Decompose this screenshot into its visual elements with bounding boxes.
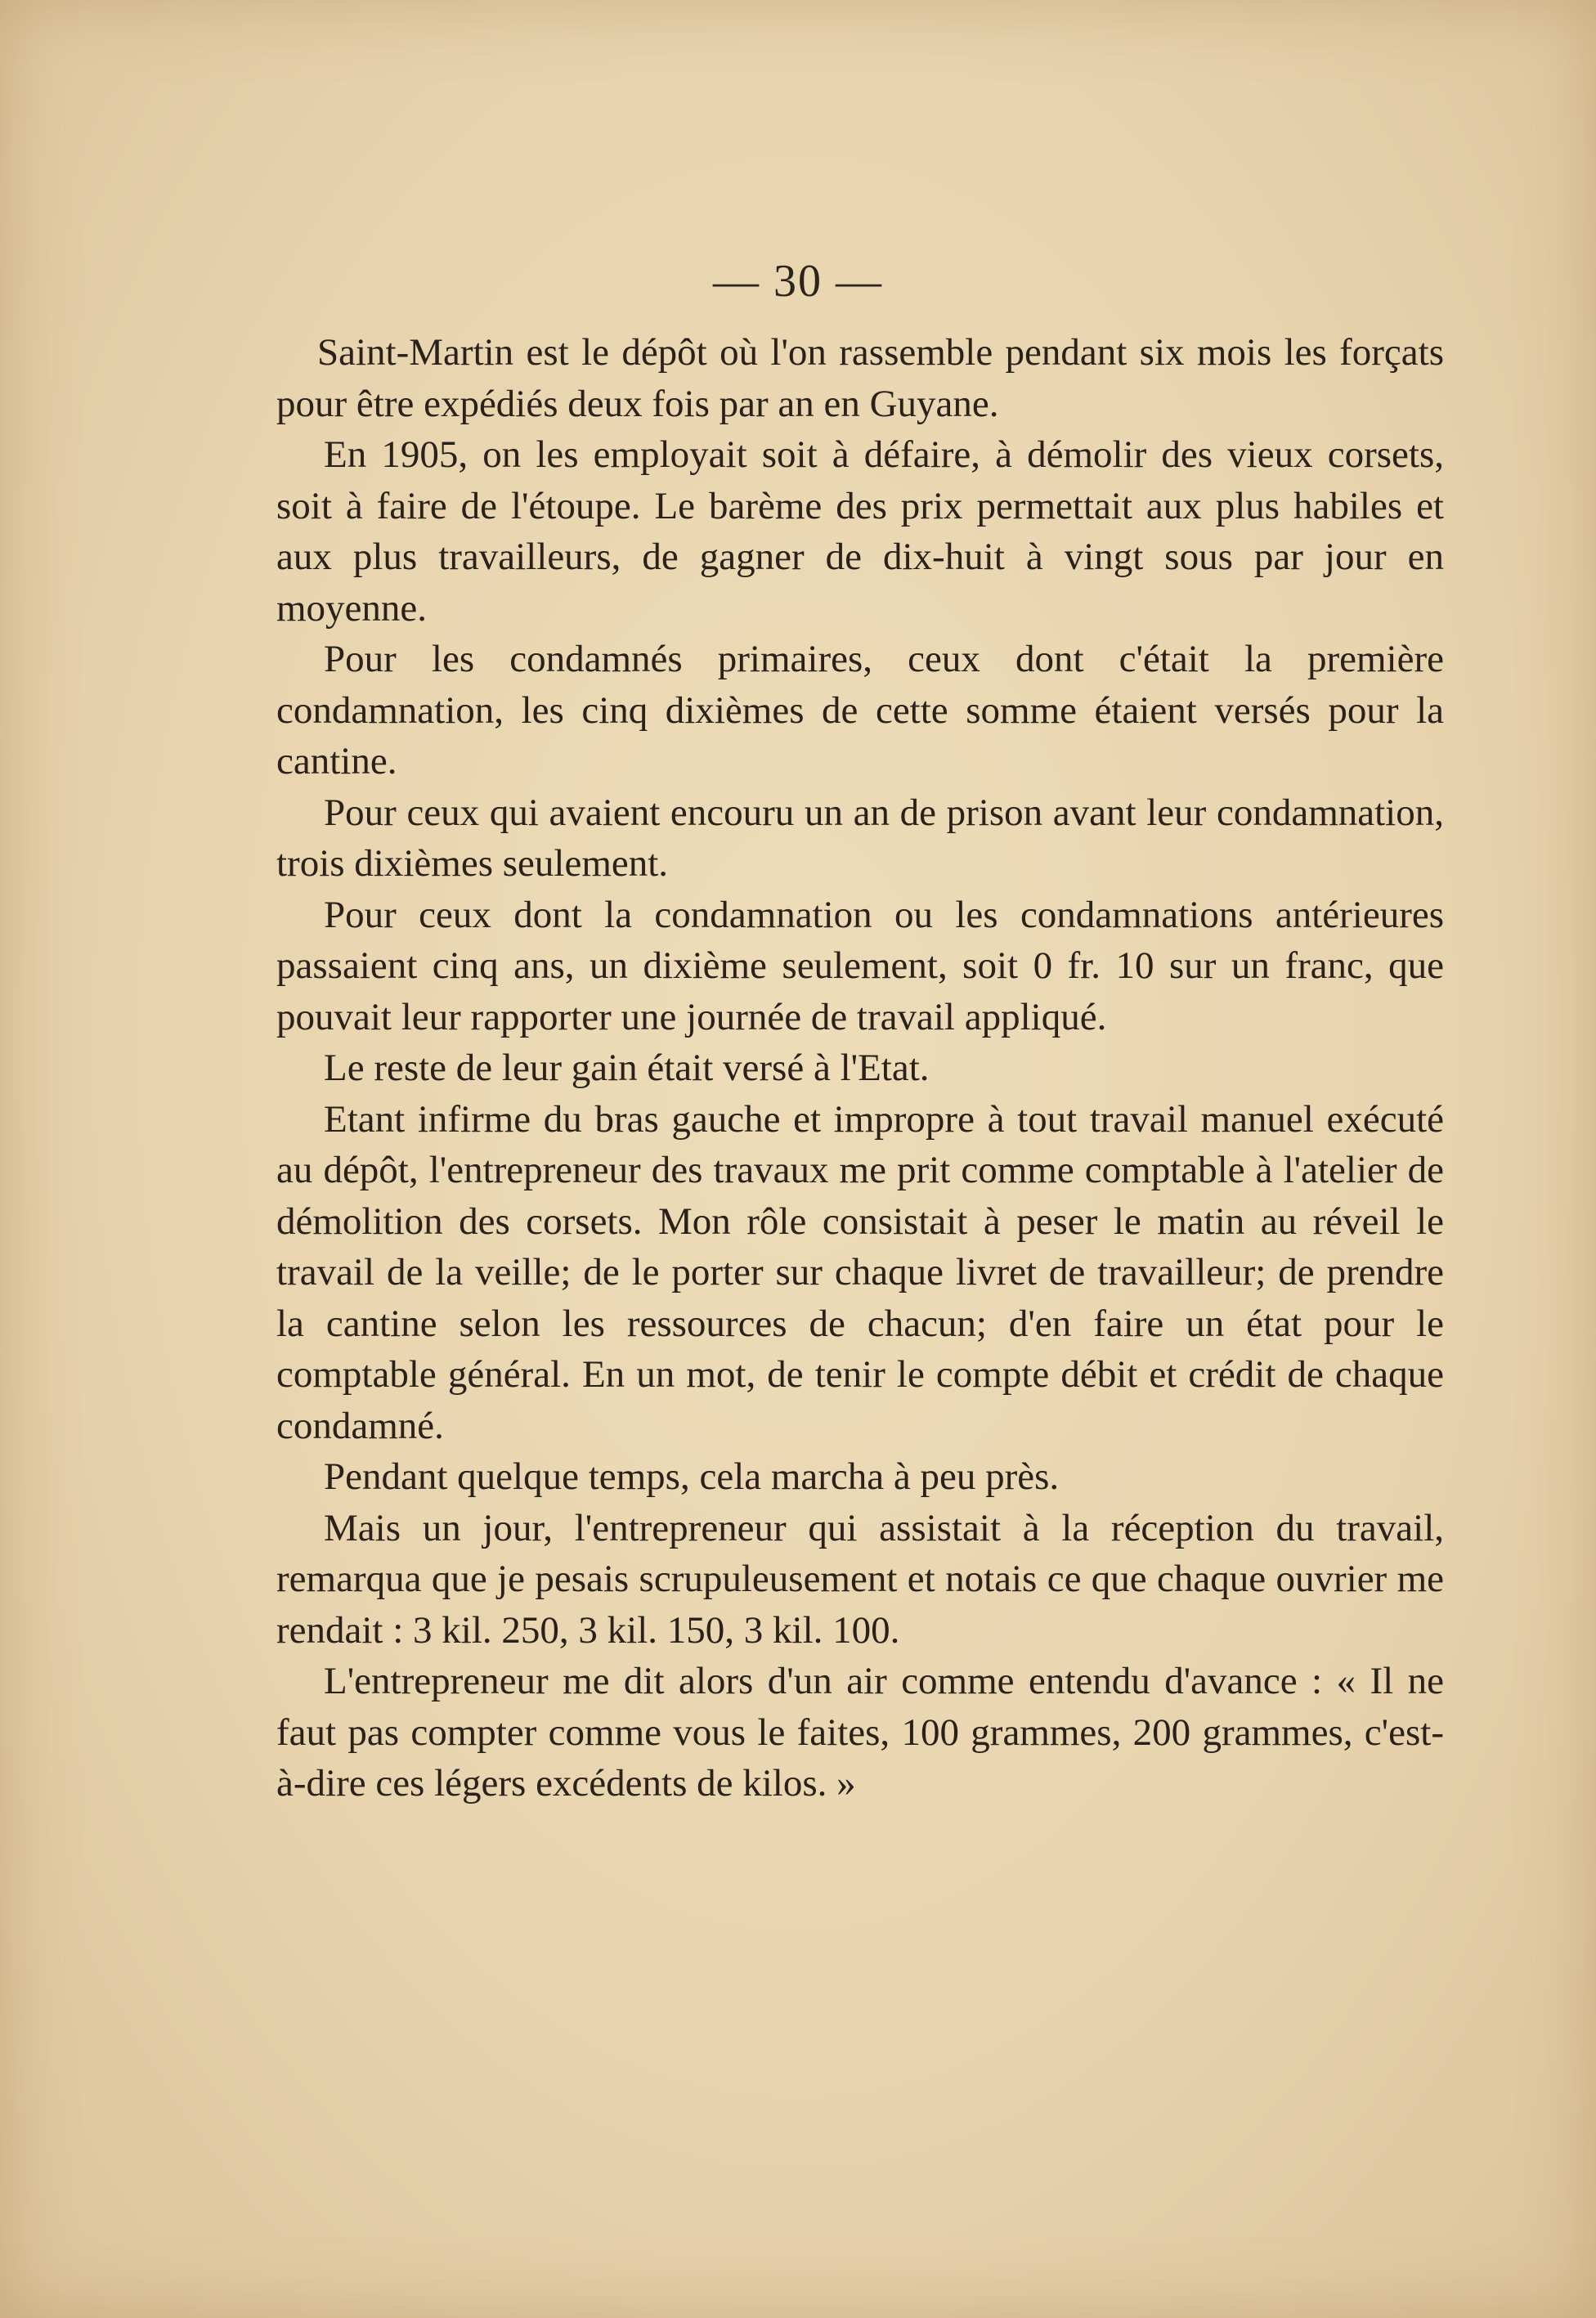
body-text [276,327,1444,1809]
paragraph: Pendant quelque temps, cela marcha à peu près. [324,1455,1060,1498]
paragraph: L'entrepreneur me dit alors d'un air comme entendu d'avance : « Il ne faut pas compter comme vous le faites, 100 grammes, 200 grammes, c'est-à-dire ces légers excédents de kilos. » [276,1660,1444,1805]
paragraph: Le reste de leur gain était versé à l'Etat. [324,1047,930,1089]
paragraph: Mais un jour, l'entrepreneur qui assistait à la réception du travail, remarqua que je pesais scrupuleusement et notais ce que chaque ouvrier me rendait : 3 kil. 250, 3 kil. 150, 3 kil. 100. [276,1506,1444,1652]
paragraph: Pour les condamnés primaires, ceux dont c'était la première condamnation, les cinq dixièmes de cette somme étaient versés pour la cantine. [276,638,1444,782]
paragraph: Saint-Martin est le dépôt où l'on rassemble pendant six mois les forçats pour être expédiés deux fois par an en Guyane. [276,331,1444,425]
paragraph: Pour ceux dont la condamnation ou les condamnations antérieures passaient cinq ans, un dixième seulement, soit 0 fr. 10 sur un franc, que pouvait leur rapporter une journée de travail appliqué. [276,893,1444,1038]
paragraph: En 1905, on les employait soit à défaire, à démolir des vieux corsets, soit à faire de l'étoupe. Le barème des prix permettait aux plus habiles et aux plus travailleurs, de gagner de dix-huit à vingt sous par jour en moyenne. [276,433,1444,630]
paragraph: Etant infirme du bras gauche et impropre à tout travail manuel exécuté au dépôt, l'entrepreneur des travaux me prit comme comptable à l'atelier de démolition des corsets. Mon rôle consistait à peser le matin au réveil le travail de la veille; de le porter sur chaque livret de travailleur; de prendre la cantine selon les ressources de chacun; d'en faire un état pour le comptable général. En un mot, de tenir le compte débit et crédit de chaque condamné. [276,1097,1444,1447]
paragraph: Pour ceux qui avaient encouru un an de prison avant leur condamnation, trois dixièmes seulement. [276,791,1444,885]
page-number: — 30 — [713,256,883,307]
